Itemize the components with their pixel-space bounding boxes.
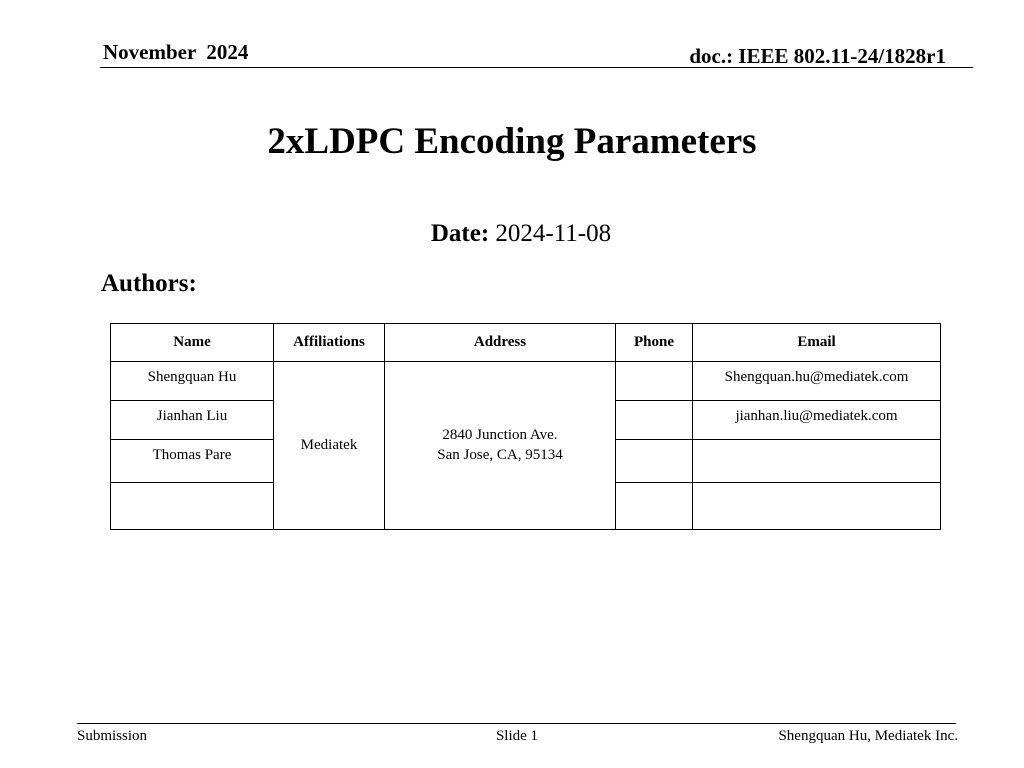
author-name: Jianhan Liu <box>111 401 274 440</box>
table-row <box>111 362 941 401</box>
authors-table <box>110 323 941 530</box>
footer-slide-number: Slide 1 <box>495 728 539 744</box>
footer-author: Shengquan Hu, Mediatek Inc. <box>778 728 958 744</box>
author-name: Shengquan Hu <box>111 362 274 401</box>
author-email <box>693 440 941 483</box>
column-header-address: Address <box>385 324 616 362</box>
address-line-1: 2840 Junction Ave. <box>442 427 558 443</box>
author-phone <box>616 440 693 483</box>
header-date: November 2024 <box>103 40 249 64</box>
author-email <box>693 483 941 530</box>
address-line-2: San Jose, CA, 95134 <box>437 447 563 463</box>
author-affiliation: Mediatek <box>274 362 385 530</box>
footer-submission: Submission <box>77 728 148 744</box>
date-line <box>0 220 1024 248</box>
table-header-row <box>111 324 941 362</box>
author-phone <box>616 362 693 401</box>
date-label: Date: <box>430 220 490 247</box>
author-email: Shengquan.hu@mediatek.com <box>693 362 941 401</box>
footer-divider <box>77 723 956 724</box>
authors-heading: Authors: <box>101 270 197 297</box>
date-value: 2024-11-08 <box>495 220 612 247</box>
column-header-affiliations: Affiliations <box>274 324 385 362</box>
author-email: jianhan.liu@mediatek.com <box>693 401 941 440</box>
author-phone <box>616 483 693 530</box>
header-divider <box>100 67 973 68</box>
column-header-phone: Phone <box>616 324 693 362</box>
author-phone <box>616 401 693 440</box>
author-name <box>111 483 274 530</box>
slide-title: 2xLDPC Encoding Parameters <box>267 121 757 162</box>
author-name: Thomas Pare <box>111 440 274 483</box>
author-address <box>385 362 616 530</box>
column-header-email: Email <box>693 324 941 362</box>
header-doc-id: doc.: IEEE 802.11-24/1828r1 <box>689 44 946 68</box>
column-header-name: Name <box>111 324 274 362</box>
